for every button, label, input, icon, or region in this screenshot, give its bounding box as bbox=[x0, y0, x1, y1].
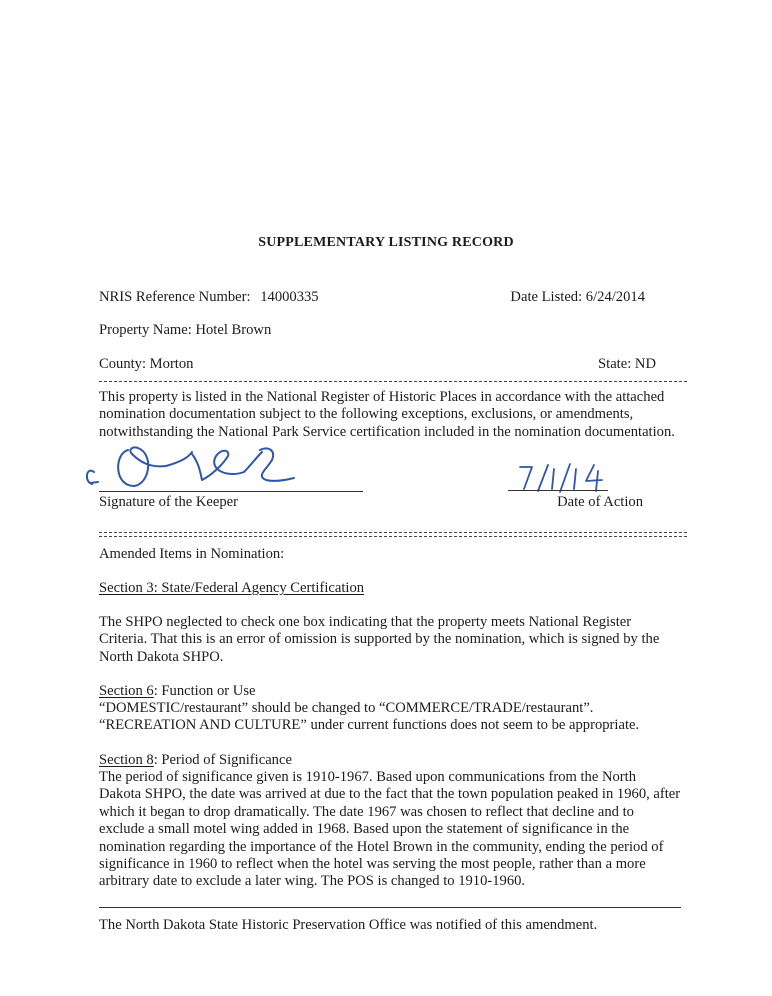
date-listed: Date Listed: 6/24/2014 bbox=[510, 289, 645, 305]
section-6-heading-rest: : Function or Use bbox=[153, 683, 256, 699]
keeper-signature bbox=[80, 436, 320, 502]
section-line: significance in 1960 to reflect when the hotel was serving the most people, rather than a more bbox=[99, 856, 646, 873]
state: State: ND bbox=[598, 356, 656, 372]
section-line: arbitrary date to exclude a later wing. The POS is changed to 1910-1960. bbox=[99, 873, 526, 890]
section-8-heading-label: Section 8 bbox=[99, 752, 154, 768]
footer-note: The North Dakota State Historic Preservation Office was notified of this amendment. bbox=[99, 917, 598, 933]
date-of-action-label: Date of Action bbox=[557, 494, 643, 510]
nris-reference bbox=[99, 289, 319, 306]
section-8-heading-rest: : Period of Significance bbox=[153, 752, 292, 768]
section-line: “DOMESTIC/restaurant” should be changed to “COMMERCE/TRADE/restaurant”. bbox=[99, 700, 594, 716]
section-6-body bbox=[99, 700, 639, 735]
signature-label: Signature of the Keeper bbox=[99, 494, 238, 510]
section-line: which it began to drop dramatically. The date 1967 was chosen to reflect that decline and to bbox=[99, 803, 634, 820]
date-line bbox=[508, 490, 608, 491]
section-line: exclude a small motel wing added in 1968. Based upon the statement of significance in the bbox=[99, 821, 630, 838]
section-3-heading: Section 3: State/Federal Agency Certification bbox=[99, 580, 365, 596]
document-title: SUPPLEMENTARY LISTING RECORD bbox=[258, 235, 514, 250]
statement-line: nomination documentation subject to the following exceptions, exclusions, or amendments, bbox=[99, 406, 634, 423]
statement-line: This property is listed in the National Register of Historic Places in accordance with the attached bbox=[99, 389, 665, 405]
section-3-body bbox=[99, 614, 659, 666]
section-8-body bbox=[99, 769, 680, 891]
section-line: Dakota SHPO, the date was arrived at due to the fact that the town population peaked in 1960, after bbox=[99, 786, 681, 803]
amended-intro: Amended Items in Nomination: bbox=[99, 546, 285, 562]
section-line: The SHPO neglected to check one box indicating that the property meets National Register bbox=[99, 614, 632, 630]
section-line: North Dakota SHPO. bbox=[99, 648, 224, 665]
statement-line: notwithstanding the National Park Service certification included in the nomination documentation. bbox=[99, 423, 675, 440]
county: County: Morton bbox=[99, 356, 194, 372]
separator-dashed bbox=[99, 532, 687, 533]
section-line: nomination regarding the importance of the Hotel Brown in the community, ending the period of bbox=[99, 838, 664, 855]
listing-statement bbox=[99, 389, 675, 441]
separator-dashed bbox=[99, 381, 687, 382]
section-line: Criteria. That this is an error of omission is supported by the nomination, which is signed by the bbox=[99, 631, 660, 648]
section-6-heading-label: Section 6 bbox=[99, 683, 154, 699]
section-line: The period of significance given is 1910-1967. Based upon communications from the North bbox=[99, 769, 637, 785]
property-name: Property Name: Hotel Brown bbox=[99, 322, 272, 338]
nris-value: 14000335 bbox=[260, 289, 319, 305]
footer-rule bbox=[99, 907, 681, 908]
signature-line bbox=[99, 491, 363, 492]
section-line: “RECREATION AND CULTURE” under current functions does not seem to be appropriate. bbox=[99, 717, 640, 734]
separator-dashed bbox=[99, 536, 687, 537]
nris-label: NRIS Reference Number: bbox=[99, 289, 251, 305]
section-8-heading bbox=[99, 752, 292, 769]
section-6-heading bbox=[99, 683, 255, 700]
